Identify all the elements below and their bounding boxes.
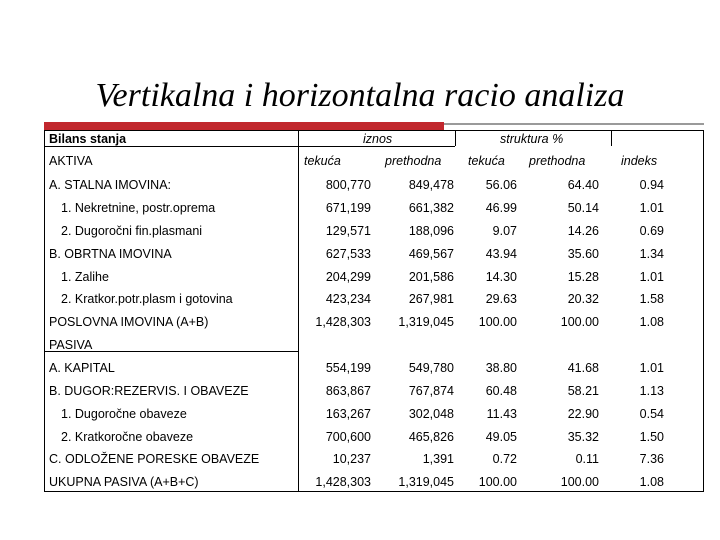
structure-current-cell: 11.43 (486, 407, 517, 421)
index-cell: 1.01 (639, 201, 664, 215)
row-label: C. ODLOŽENE PORESKE OBAVEZE (49, 452, 260, 466)
col-header-struktura-prethodna: prethodna (529, 154, 586, 168)
amount-previous-cell: 201,586 (408, 270, 454, 284)
page-title: Vertikalna i horizontalna racio analiza (95, 77, 625, 114)
col-header-indeks: indeks (621, 154, 658, 168)
amount-current-cell: 129,571 (325, 224, 371, 238)
structure-current-cell: 60.48 (485, 384, 517, 398)
row-label: 2. Kratkor.potr.plasm i gotovina (61, 292, 233, 306)
row-label: 1. Dugoročne obaveze (61, 407, 187, 421)
row-label: PASIVA (49, 338, 93, 352)
amount-current-cell: 671,199 (325, 201, 371, 215)
structure-current-cell: 100.00 (478, 315, 517, 329)
row-label: 2. Dugoročni fin.plasmani (61, 224, 203, 238)
structure-previous-cell: 35.60 (567, 247, 599, 261)
structure-previous-cell: 41.68 (567, 361, 599, 375)
amount-previous-cell: 469,567 (408, 247, 454, 261)
index-cell: 0.69 (639, 224, 664, 238)
structure-current-cell: 43.94 (485, 247, 517, 261)
row-label: B. DUGOR:REZERVIS. I OBAVEZE (49, 384, 249, 398)
amount-current-cell: 163,267 (325, 407, 371, 421)
structure-previous-cell: 14.26 (567, 224, 599, 238)
row-label: B. OBRTNA IMOVINA (49, 247, 172, 261)
col-header-struktura-tekuca: tekuća (468, 154, 505, 168)
header-struktura: struktura % (500, 132, 564, 146)
row-label: A. KAPITAL (49, 361, 115, 375)
row-label: A. STALNA IMOVINA: (49, 178, 172, 192)
row-label: 2. Kratkoročne obaveze (61, 430, 194, 444)
col-divider-index-header (611, 131, 612, 146)
accent-bar (44, 122, 444, 130)
col-header-iznos-tekuca: tekuća (304, 154, 341, 168)
amount-previous-cell: 188,096 (408, 224, 454, 238)
index-cell: 0.54 (639, 407, 664, 421)
structure-current-cell: 29.63 (485, 292, 517, 306)
amount-previous-cell: 767,874 (408, 384, 454, 398)
structure-current-cell: 49.05 (485, 430, 517, 444)
amount-current-cell: 1,428,303 (315, 315, 371, 329)
structure-previous-cell: 64.40 (567, 178, 599, 192)
amount-previous-cell: 1,391 (422, 452, 454, 466)
amount-current-cell: 863,867 (325, 384, 371, 398)
structure-current-cell: 46.99 (485, 201, 517, 215)
structure-previous-cell: 100.00 (560, 315, 599, 329)
index-cell: 1.08 (639, 315, 664, 329)
amount-previous-cell: 849,478 (408, 178, 454, 192)
amount-current-cell: 10,237 (332, 452, 371, 466)
index-cell: 1.58 (639, 292, 664, 306)
row-label: 1. Zalihe (61, 270, 109, 284)
amount-current-cell: 800,770 (325, 178, 371, 192)
table-label: Bilans stanja (49, 132, 127, 146)
row-label: 1. Nekretnine, postr.oprema (61, 201, 216, 215)
structure-current-cell: 14.30 (485, 270, 517, 284)
amount-previous-cell: 549,780 (408, 361, 454, 375)
amount-current-cell: 423,234 (325, 292, 371, 306)
amount-previous-cell: 465,826 (408, 430, 454, 444)
structure-current-cell: 56.06 (485, 178, 517, 192)
structure-current-cell: 38.80 (485, 361, 517, 375)
index-cell: 1.01 (639, 270, 664, 284)
col-divider-header (455, 131, 456, 146)
amount-current-cell: 554,199 (325, 361, 371, 375)
structure-previous-cell: 50.14 (567, 201, 599, 215)
amount-current-cell: 627,533 (325, 247, 371, 261)
index-cell: 1.13 (639, 384, 664, 398)
col-header-iznos-prethodna: prethodna (385, 154, 442, 168)
row-label: UKUPNA PASIVA (A+B+C) (49, 475, 199, 489)
index-cell: 7.36 (639, 452, 664, 466)
structure-current-cell: 100.00 (478, 475, 517, 489)
structure-previous-cell: 100.00 (560, 475, 599, 489)
amount-current-cell: 700,600 (325, 430, 371, 444)
structure-current-cell: 0.72 (492, 452, 517, 466)
structure-previous-cell: 22.90 (567, 407, 599, 421)
structure-current-cell: 9.07 (492, 224, 517, 238)
amount-previous-cell: 267,981 (408, 292, 454, 306)
balance-sheet-table (44, 130, 704, 492)
amount-previous-cell: 1,319,045 (398, 315, 454, 329)
amount-previous-cell: 661,382 (408, 201, 454, 215)
structure-previous-cell: 35.32 (567, 430, 599, 444)
header-iznos: iznos (363, 132, 393, 146)
row-label: POSLOVNA IMOVINA (A+B) (49, 315, 209, 329)
index-cell: 1.50 (639, 430, 664, 444)
structure-previous-cell: 0.11 (575, 452, 599, 466)
structure-previous-cell: 20.32 (567, 292, 599, 306)
amount-previous-cell: 1,319,045 (398, 475, 454, 489)
structure-previous-cell: 58.21 (567, 384, 599, 398)
index-cell: 1.01 (639, 361, 664, 375)
amount-previous-cell: 302,048 (408, 407, 454, 421)
index-cell: 0.94 (639, 178, 664, 192)
index-cell: 1.08 (639, 475, 664, 489)
header-aktiva: AKTIVA (49, 154, 93, 168)
amount-current-cell: 204,299 (325, 270, 371, 284)
amount-current-cell: 1,428,303 (315, 475, 371, 489)
structure-previous-cell: 15.28 (567, 270, 599, 284)
index-cell: 1.34 (639, 247, 664, 261)
